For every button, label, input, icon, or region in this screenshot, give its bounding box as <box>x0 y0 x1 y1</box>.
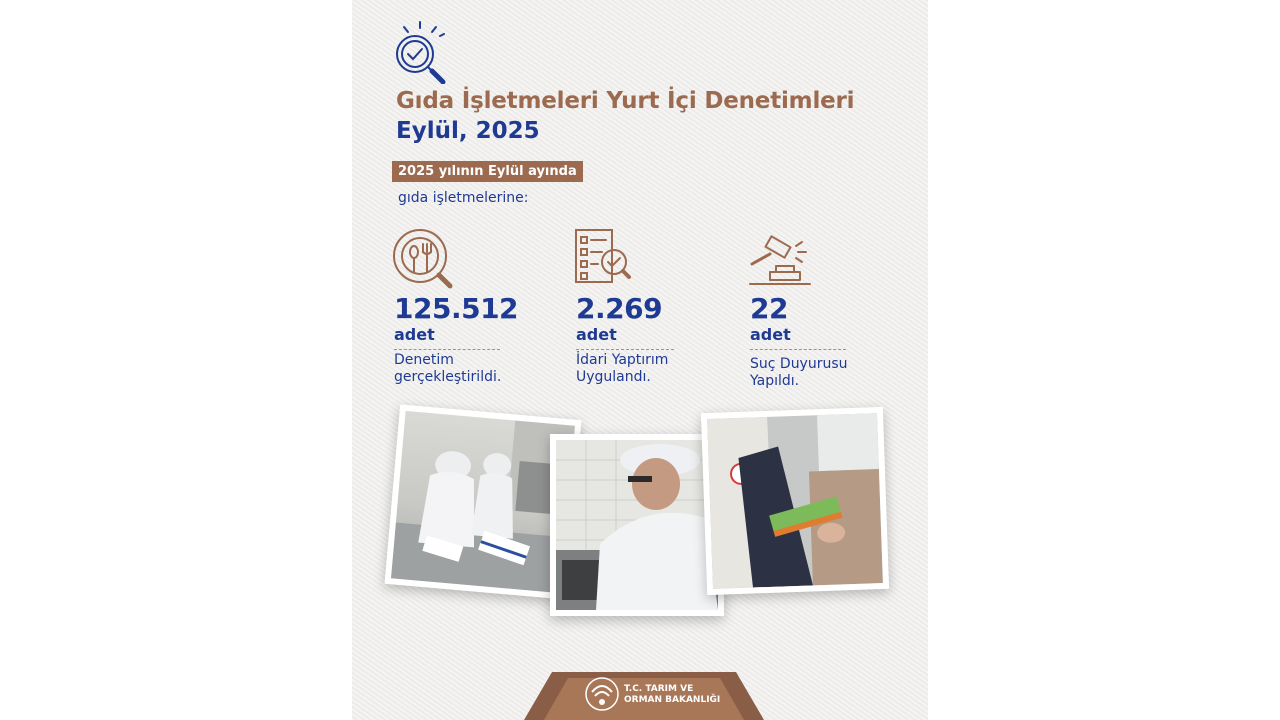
search-check-icon <box>392 18 452 84</box>
stat-desc-complaints-2: Yapıldı. <box>750 373 800 389</box>
ministry-name <box>624 684 720 706</box>
infographic-poster <box>352 0 928 720</box>
page-title: Gıda İşletmeleri Yurt İçi Denetimleri <box>396 88 855 114</box>
stat-desc-sanctions-2: Uygulandı. <box>576 369 651 385</box>
stat-desc-inspections-1: Denetim <box>394 352 454 368</box>
stat-unit-inspections: adet <box>394 325 435 344</box>
intro-lead: gıda işletmelerine: <box>398 190 529 206</box>
ministry-name-line2: ORMAN BAKANLIĞI <box>624 695 721 705</box>
plate-magnifier-icon <box>392 228 456 290</box>
stat-desc-inspections-2: gerçekleştirildi. <box>394 369 502 385</box>
stat-divider <box>576 349 674 350</box>
photo-inspector-kitchen <box>550 434 724 616</box>
photo-inspector-product <box>701 407 889 595</box>
gavel-icon <box>748 232 814 286</box>
stat-value-complaints: 22 <box>750 292 788 325</box>
stat-divider <box>394 349 500 350</box>
stat-divider <box>750 349 846 350</box>
page-subtitle: Eylül, 2025 <box>396 118 540 144</box>
ministry-name-line1: T.C. TARIM VE <box>624 684 694 694</box>
stat-unit-complaints: adet <box>750 325 791 344</box>
stat-value-sanctions: 2.269 <box>576 292 663 325</box>
intro-badge: 2025 yılının Eylül ayında <box>392 161 583 182</box>
stat-unit-sanctions: adet <box>576 325 617 344</box>
stat-desc-sanctions-1: İdari Yaptırım <box>576 352 669 368</box>
checklist-icon <box>574 228 632 288</box>
stat-value-inspections: 125.512 <box>394 292 519 325</box>
ministry-logo-icon <box>584 676 620 712</box>
stat-desc-complaints-1: Suç Duyurusu <box>750 356 848 372</box>
